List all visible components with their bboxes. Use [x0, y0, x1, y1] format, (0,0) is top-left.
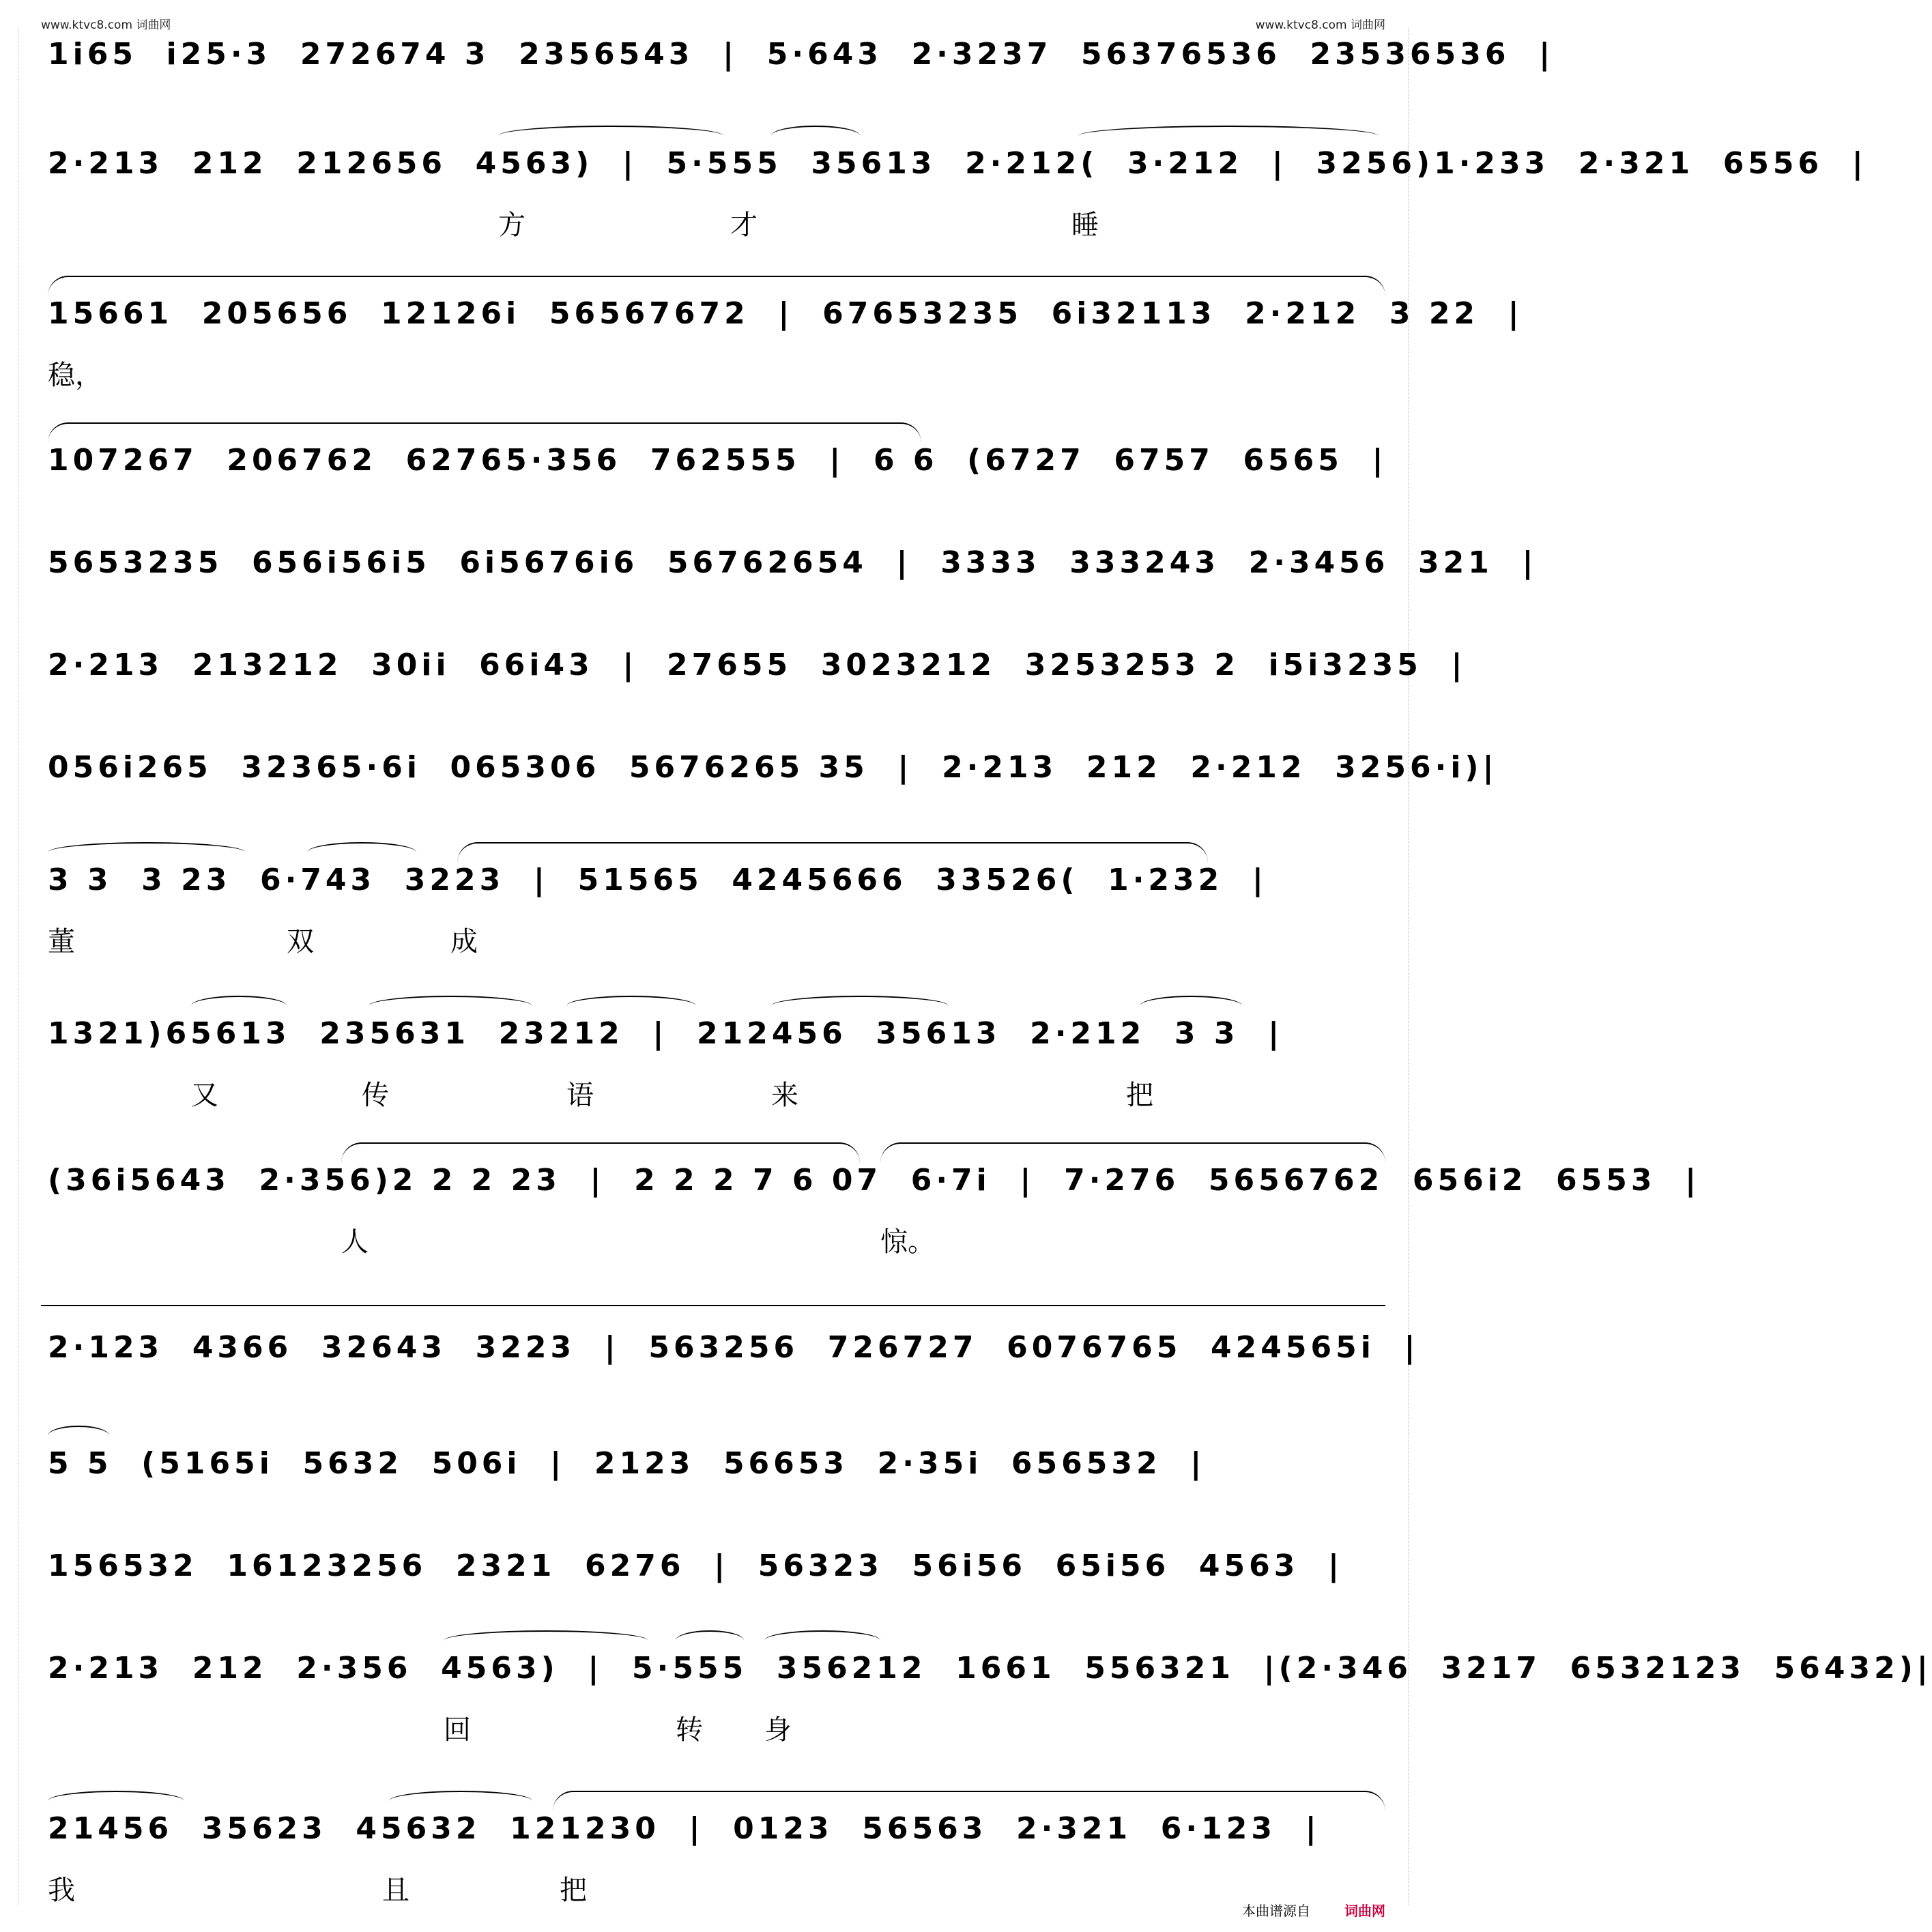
notation-line: 056i265 32365·6i 065306 5676265 35 | 2·213 212 2·212 3256·i)|	[48, 750, 1498, 785]
lyric-syllable: 成	[450, 926, 478, 957]
lyric-line	[48, 354, 1385, 391]
notation-line: 5 5 (5165i 5632 506i | 2123 56653 2·35i 656532 |	[48, 1446, 1206, 1481]
lyric-syllable: 且	[382, 1875, 409, 1906]
lyric-syllable: 人	[341, 1226, 369, 1258]
header-left-watermark: www.ktvc8.com 词曲网	[41, 18, 171, 32]
footer-site-label: 词曲网	[1344, 1903, 1385, 1919]
notation-line: (36i5643 2·356)2 2 2 23 | 2 2 2 7 6 07 6·7i | 7·276 5656762 656i2 6553 |	[48, 1163, 1701, 1198]
lyric-syllable: 转	[676, 1714, 703, 1746]
lyric-line	[48, 920, 1385, 957]
lyric-line	[48, 1708, 1385, 1746]
slur-mark	[48, 422, 921, 443]
lyric-syllable: 方	[498, 210, 525, 241]
slur-mark	[1140, 996, 1242, 1016]
notation-line: 2·213 212 2·356 4563) | 5·555 356212 1661 556321 |(2·346 3217 6532123 56432)|	[48, 1651, 1932, 1686]
notation-line: 1i65 i25·3 272674 3 2356543 | 5·643 2·3237 56376536 23536536 |	[48, 37, 1555, 72]
lyric-syllable: 把	[560, 1875, 587, 1906]
lyric-syllable: 又	[191, 1080, 218, 1111]
slur-mark	[389, 1791, 532, 1811]
notation-line: 1321)65613 235631 23212 | 212456 35613 2·212 3 3 |	[48, 1016, 1284, 1051]
lyric-line	[48, 1869, 1385, 1906]
section-divider-line	[41, 1305, 1385, 1306]
slur-mark	[444, 1630, 648, 1651]
notation-line: 2·213 212 212656 4563) | 5·555 35613 2·212( 3·212 | 3256)1·233 2·321 6556 |	[48, 146, 1867, 181]
lyric-syllable: 身	[764, 1714, 792, 1746]
lyric-syllable: 传	[362, 1080, 389, 1111]
slur-mark	[341, 1142, 860, 1163]
slur-mark	[191, 996, 287, 1016]
notation-line: 2·213 213212 30ii 66i43 | 27655 3023212 3253253 2 i5i3235 |	[48, 648, 1467, 682]
slur-mark	[48, 1791, 184, 1811]
header-right-watermark: www.ktvc8.com 词曲网	[1255, 18, 1385, 32]
slur-mark	[764, 1630, 880, 1651]
notation-line: 107267 206762 62765·356 762555 | 6 6 (6727 6757 6565 |	[48, 443, 1387, 478]
lyric-syllable: 才	[730, 210, 758, 241]
slur-mark	[553, 1791, 1385, 1811]
slur-mark	[48, 1426, 109, 1446]
slur-mark	[880, 1142, 1385, 1163]
lyric-syllable: 董	[48, 926, 75, 957]
lyric-syllable: 回	[444, 1714, 471, 1746]
slur-mark	[498, 126, 723, 146]
slur-mark	[771, 126, 860, 146]
notation-line: 5653235 656i56i5 6i5676i6 56762654 | 3333 333243 2·3456 321 |	[48, 545, 1538, 580]
slur-mark	[48, 276, 1385, 296]
lyric-line	[48, 1073, 1385, 1111]
lyric-syllable: 把	[1126, 1080, 1153, 1111]
lyric-syllable: 双	[287, 926, 314, 957]
slur-mark	[676, 1630, 744, 1651]
slur-mark	[771, 996, 949, 1016]
lyric-syllable: 稳，	[48, 360, 102, 391]
slur-mark	[369, 996, 532, 1016]
notation-line: 2·123 4366 32643 3223 | 563256 726727 6076765 424565i |	[48, 1330, 1419, 1365]
lyric-syllable: 语	[566, 1080, 594, 1111]
lyric-syllable: 惊。	[880, 1226, 935, 1258]
slur-mark	[457, 842, 1208, 863]
notation-line: 156532 16123256 2321 6276 | 56323 56i56 65i56 4563 |	[48, 1548, 1344, 1583]
slur-mark	[1078, 126, 1379, 146]
slur-mark	[48, 842, 246, 863]
lyric-syllable: 睡	[1071, 210, 1099, 241]
left-margin-strip	[3, 27, 18, 1905]
slur-mark	[307, 842, 416, 863]
slur-mark	[566, 996, 696, 1016]
lyric-line	[48, 203, 1385, 241]
lyric-syllable: 我	[48, 1875, 75, 1906]
notation-line: 3 3 3 23 6·743 3223 | 51565 4245666 33526( 1·232 |	[48, 863, 1267, 897]
lyric-syllable: 来	[771, 1080, 798, 1111]
lyric-line	[48, 1220, 1385, 1258]
footer-source-label: 本曲谱源自	[1242, 1903, 1310, 1919]
notation-line: 21456 35623 45632 121230 | 0123 56563 2·321 6·123 |	[48, 1811, 1321, 1846]
notation-line: 15661 205656 12126i 56567672 | 67653235 6i32113 2·212 3 22 |	[48, 296, 1523, 331]
